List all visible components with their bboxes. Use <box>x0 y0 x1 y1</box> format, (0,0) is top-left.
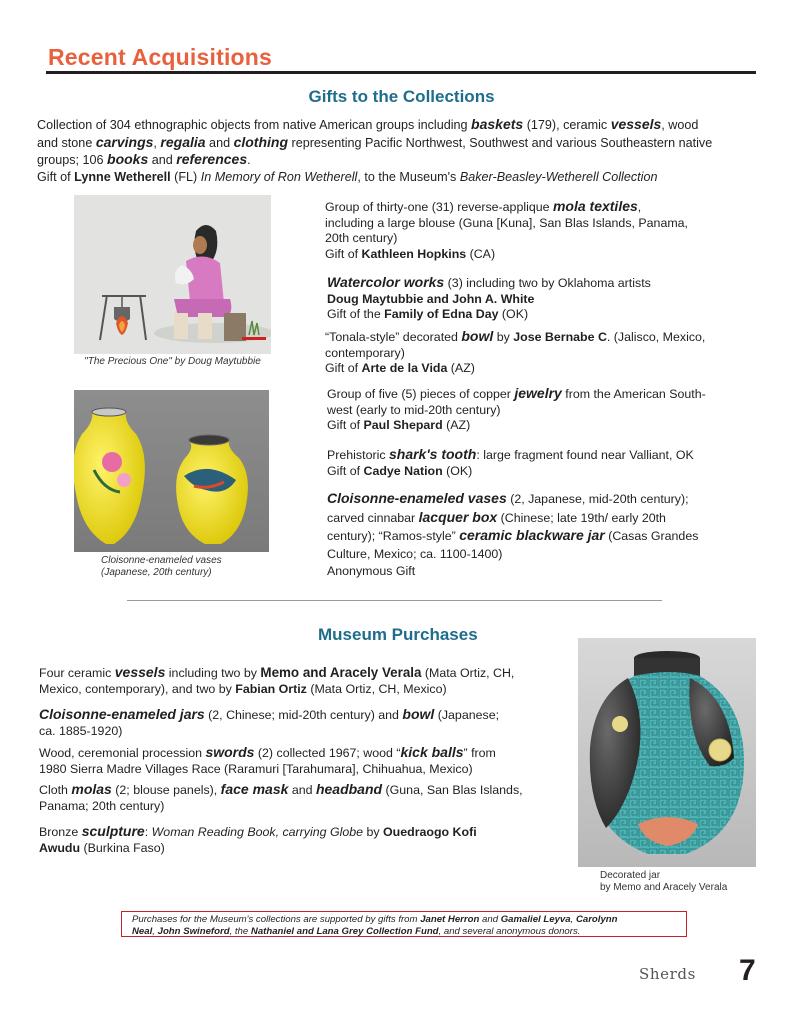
text: (Burkina Faso) <box>80 840 165 855</box>
text: (2, Chinese; mid-20th century) and <box>204 708 403 722</box>
item-name: kick balls <box>400 744 464 760</box>
text: Gift of the <box>327 307 385 322</box>
donor-name: Anonymous Gift <box>327 564 416 578</box>
text: In Memory of Ron Wetherell <box>200 169 358 184</box>
text: Culture, Mexico; ca. 1100-1400) <box>327 546 503 561</box>
text: . <box>247 153 251 167</box>
text: (Japanese; <box>434 708 500 722</box>
text: , <box>153 135 161 150</box>
item-name: lacquer box <box>418 508 498 525</box>
item-name: carvings <box>95 133 154 150</box>
item-name: vessels <box>610 116 662 132</box>
text: Gift of <box>37 169 75 184</box>
text: representing Pacific Northwest, Southwest and various Southeastern native <box>288 135 713 150</box>
gifts-lead-paragraph <box>37 116 767 185</box>
text: Four ceramic <box>39 666 115 680</box>
item-name: Cloisonne-enameled vases <box>327 490 507 506</box>
text: including a large blouse (Guna [Kuna], San Blas Islands, Panama, <box>325 215 688 230</box>
text: : <box>144 825 152 839</box>
text: (OK) <box>498 307 529 322</box>
cloisonne-caption-line2: (Japanese, 20th century) <box>101 567 212 578</box>
item-name: jewelry <box>514 385 562 401</box>
text: (Chinese; late 19th/ early 20th <box>497 510 666 525</box>
decorated-jar-image <box>578 638 756 867</box>
jar-caption-line1: Decorated jar <box>600 870 661 881</box>
text: Gift of <box>327 463 364 478</box>
cloisonne-vases-image <box>74 390 269 552</box>
donor-name: Nathaniel and Lana Grey Collection Fund <box>250 925 439 937</box>
text: Collection of 304 ethnographic objects from native American groups including <box>37 118 472 132</box>
item-name: baskets <box>471 116 524 132</box>
text: Bronze <box>39 825 82 839</box>
watercolor-caption: "The Precious One" by Doug Maytubbie <box>84 356 261 367</box>
text: (Mata Ortiz, CH, Mexico) <box>306 681 447 696</box>
jar-caption-line2: by Memo and Aracely Verala <box>600 882 728 893</box>
shark-tooth-entry <box>327 447 767 479</box>
text: Purchases for the Museum's collections are supported by gifts from <box>132 914 421 925</box>
text: and <box>148 153 177 167</box>
text: , the <box>229 925 251 937</box>
item-name: swords <box>205 744 255 760</box>
text: (CA) <box>466 246 496 261</box>
collection-name: Baker-Beasley-Wetherell Collection <box>459 169 658 184</box>
text: , <box>152 925 158 937</box>
watercolor-entry <box>327 275 767 323</box>
artist-name: Memo and Aracely Verala <box>260 665 422 680</box>
item-name: references <box>176 151 248 167</box>
item-name: vessels <box>114 664 166 680</box>
text: (Mata Ortiz, CH, <box>421 666 515 680</box>
donor-name: Lynne Wetherell <box>74 169 171 184</box>
text: including two by <box>165 666 261 680</box>
purchase-molas-entry <box>39 782 569 814</box>
item-name: Cloisonne-enameled jars <box>39 706 205 722</box>
donor-name: Kathleen Hopkins <box>361 246 467 261</box>
item-name: molas <box>71 781 112 797</box>
donor-name: Cadye Nation <box>363 463 443 478</box>
text: (2; blouse panels), <box>111 783 221 797</box>
section-divider <box>127 600 662 601</box>
mola-textiles-entry <box>325 199 765 262</box>
cloisonne-caption-line1: Cloisonne-enameled vases <box>101 555 222 566</box>
text: groups; 106 <box>37 153 108 167</box>
text: by <box>493 330 514 344</box>
artwork-title: Woman Reading Book, carrying Globe <box>151 825 364 839</box>
purchase-swords-entry <box>39 745 569 777</box>
text: by <box>363 825 384 839</box>
item-name: bowl <box>402 706 435 722</box>
item-name: face mask <box>220 781 289 797</box>
page-number: 7 <box>739 954 756 987</box>
item-name: headband <box>315 781 383 797</box>
item-name: ceramic blackware jar <box>459 527 605 543</box>
text: and <box>205 135 234 150</box>
text: . (Jalisco, Mexico, <box>606 330 706 344</box>
text: (OK) <box>442 463 473 478</box>
text: Panama; 20th century) <box>39 798 165 813</box>
text: , to the Museum's <box>357 169 460 184</box>
page-title: Recent Acquisitions <box>48 44 273 70</box>
donor-name: Janet Herron <box>420 914 480 925</box>
item-name: mola textiles <box>552 198 638 214</box>
item-name: Watercolor works <box>327 274 445 290</box>
publication-name: Sherds <box>639 965 696 983</box>
text: (3) including two by Oklahoma artists <box>444 276 651 290</box>
gifts-heading: Gifts to the Collections <box>308 87 495 106</box>
text: Group of five (5) pieces of copper <box>327 387 515 401</box>
text: Gift of <box>325 361 362 376</box>
watercolor-painting-image <box>74 195 271 354</box>
text: ca. 1885-1920) <box>39 723 123 738</box>
text: west (early to mid-20th century) <box>327 402 501 417</box>
donor-name: Gamaliel Leyva <box>500 914 571 925</box>
purchases-heading: Museum Purchases <box>318 625 478 644</box>
text: and <box>479 914 501 925</box>
text: Wood, ceremonial procession <box>39 746 206 760</box>
purchase-sculpture-entry <box>39 824 569 856</box>
text: contemporary) <box>325 345 405 360</box>
text: , <box>637 200 642 214</box>
item-name: bowl <box>461 328 494 344</box>
donor-name: Arte de la Vida <box>361 361 448 376</box>
donor-name: John Swineford <box>157 925 230 937</box>
text: 20th century) <box>325 231 398 246</box>
artist-name: Ouedraogo Kofi <box>383 825 477 839</box>
item-name: books <box>107 151 149 167</box>
donor-name: Paul Shepard <box>363 418 443 433</box>
text: : large fragment found near Valliant, OK <box>476 448 694 462</box>
text: and <box>288 783 316 797</box>
text: (AZ) <box>447 361 475 376</box>
text: Gift of <box>327 418 364 433</box>
tonala-bowl-entry <box>325 329 765 377</box>
text: Gift of <box>325 246 362 261</box>
text: (Guna, San Blas Islands, <box>382 783 523 797</box>
text: (AZ) <box>442 418 471 433</box>
text: (2, Japanese, mid-20th century); <box>506 492 689 506</box>
text: , <box>570 914 576 925</box>
item-name: clothing <box>233 133 289 150</box>
text: Mexico, contemporary), and two by <box>39 681 236 696</box>
text: (FL) <box>170 169 201 184</box>
text: , wood <box>661 118 699 132</box>
artist-name: Fabian Ortiz <box>235 681 307 696</box>
copper-jewelry-entry <box>327 386 767 434</box>
text: Group of thirty-one (31) reverse-applique <box>325 200 553 214</box>
purchase-cloisonne-jars-entry <box>39 707 569 739</box>
purchase-vessels-entry <box>39 665 569 697</box>
item-name: sculpture <box>81 823 145 839</box>
text: (179), ceramic <box>523 118 611 132</box>
title-rule <box>46 71 756 74</box>
donor-acknowledgement-box <box>121 911 687 937</box>
donor-name: Carolynn <box>575 914 618 925</box>
artist-name: Awudu <box>39 840 81 855</box>
donor-name: Neal <box>132 925 153 937</box>
text: Prehistoric <box>327 448 389 462</box>
item-name: regalia <box>160 133 206 150</box>
text: century); “Ramos-style” <box>327 529 460 543</box>
artist-name: Jose Bernabe C <box>513 330 607 344</box>
text: and stone <box>37 135 96 150</box>
text: (Casas Grandes <box>604 529 699 543</box>
item-name: shark's tooth <box>388 446 477 462</box>
text: ” from <box>463 746 496 760</box>
artist-names: Doug Maytubbie and John A. White <box>327 291 535 306</box>
text: Cloth <box>39 783 72 797</box>
text: , and several anonymous donors. <box>438 925 581 937</box>
cloisonne-vases-entry <box>327 490 767 581</box>
text: from the American South- <box>561 387 706 401</box>
text: 1980 Sierra Madre Villages Race (Raramuri [Tarahumara], Chihuahua, Mexico) <box>39 761 473 776</box>
text: “Tonala-style” decorated <box>325 330 462 344</box>
text: (2) collected 1967; wood “ <box>254 746 401 760</box>
text: carved cinnabar <box>327 510 419 525</box>
donor-name: Family of Edna Day <box>384 307 499 322</box>
